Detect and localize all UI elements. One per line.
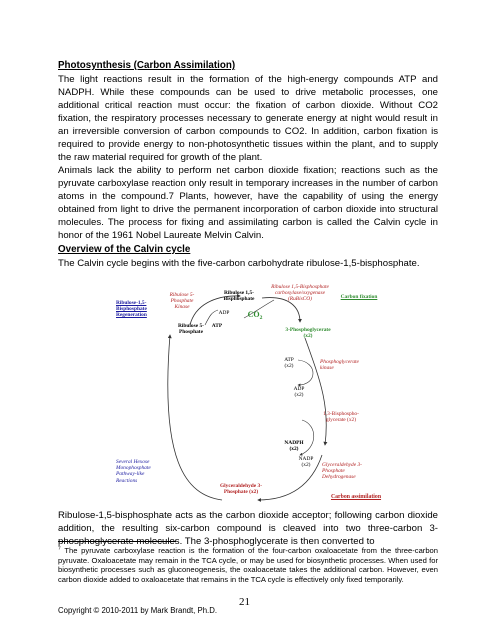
footnote-marker: 7 (58, 546, 61, 552)
footnote-divider (58, 541, 176, 542)
label-nadph: NADPH (x2) (284, 440, 304, 453)
label-carbon-assimilation: Carbon assimilation (330, 494, 382, 500)
footnote-text: The pyruvate carboxylase reaction is the formation of the four-carbon oxaloacetate from the three-carbon pyruvate. Oxaloacetate may remain in the TCA cycle, or may be used for biosynthetic processes. When used for biosynthetic processes such as gluconeogenesis, the oxaloacetate takes the additional carbon. However, even carbon dioxide added to oxaloacetate that remains in the TCA cycle is effectively only fixed temporarily. (58, 546, 438, 584)
paragraph-light-reactions: The light reactions result in the formation of the high-energy compounds ATP and NADPH. While these compounds can be used to drive metabolic processes, one additional critical reaction must occur: the fixation of carbon dioxide. Without CO2 fixation, the respiratory processes necessary to generate energy at night would result in an irreversible conversion of carbon compounds to CO2. In addition, carbon fixation is required to provide energy to non-photosynthetic tissues within the plant, and to supply the raw material required for growth of the plant. (58, 74, 438, 163)
label-adp-kinase: ADP (218, 310, 230, 316)
label-carbon-fixation: Carbon fixation (340, 294, 378, 300)
page-number: 21 (239, 596, 250, 608)
label-bisphosphoglycerate: 1,3-Bisphospho-glycerate (x2) (323, 411, 359, 424)
copyright-notice: Copyright © 2010-2011 by Mark Brandt, Ph.D. (58, 606, 218, 615)
label-atp-kinase: ATP (211, 323, 223, 329)
paragraph-calvin-intro: The Calvin cycle begins with the five-carbon carbohydrate ribulose-1,5-bisphosphate. (58, 258, 420, 269)
label-ribulose-5-phosphate-kinase: Ribulose 5-Phosphate Kinase (169, 292, 195, 311)
label-rubp-regeneration: Ribulose-1,5-Bisphosphate Regeneration (116, 300, 147, 319)
label-hmp-like-reactions: Several Hexose Monophosphate Pathway-like Reactions (116, 459, 151, 484)
label-nadp: NADP (x2) (298, 456, 314, 469)
label-adp-x2: ADP (x2) (293, 386, 305, 399)
paragraph-rubp-acceptor: Ribulose-1,5-bisphosphate acts as the carbon dioxide acceptor; following carbon dioxide addition, the resulting six-carbon compound is cleaved into two three-carbon 3-phosphoglycerate molecules. The 3-phosphoglycerate is then converted to (58, 510, 438, 547)
atp-adp-side-arrow (298, 360, 313, 385)
paragraph-animals-fixation: Animals lack the ability to perform net carbon dioxide fixation; reactions such as the pyruvate carboxylase reaction only result in temporary increases in the number of carbon atoms in the compound.7 Plants, however, have the capability of using the energy obtained from light to drive the permanent incorporation of carbon dioxide into structural molecules. The process for fixing and assimilating carbon is called the Calvin cycle in honor of the 1961 Nobel Laureate Melvin Calvin. (58, 165, 438, 241)
label-3-phosphoglycerate: 3-Phosphoglycerate (x2) (285, 327, 331, 340)
label-ribulose-bisphosphate: Ribulose 1,5-Bisphosphate (223, 290, 255, 303)
cycle-arrow-pga-to-bpg (305, 338, 326, 445)
label-co2: $CO_2$ (247, 310, 263, 321)
label-g3p-dehydrogenase: Glyceraldehyde 3-Phosphate Dehydrogenase (322, 462, 362, 481)
label-rubisco: Ribulose 1,5-Bisphosphate carboxylase/oxygenase (RuBisCO) (271, 284, 329, 303)
label-ribulose-5-phosphate: Ribulose 5-Phosphate (178, 323, 204, 336)
cycle-arrow-g3p-to-ru5p (168, 335, 222, 500)
footnote-7 (58, 546, 438, 584)
label-atp-x2: ATP (x2) (284, 357, 294, 370)
section-heading-calvin-overview: Overview of the Calvin cycle (58, 244, 191, 255)
label-phosphoglycerate-kinase: Phosphoglycerate kinase (320, 359, 359, 372)
section-heading-photosynthesis: Photosynthesis (Carbon Assimilation) (58, 60, 236, 71)
label-glyceraldehyde-3-phosphate: Glyceraldehyde 3-Phosphate (x2) (219, 483, 263, 496)
